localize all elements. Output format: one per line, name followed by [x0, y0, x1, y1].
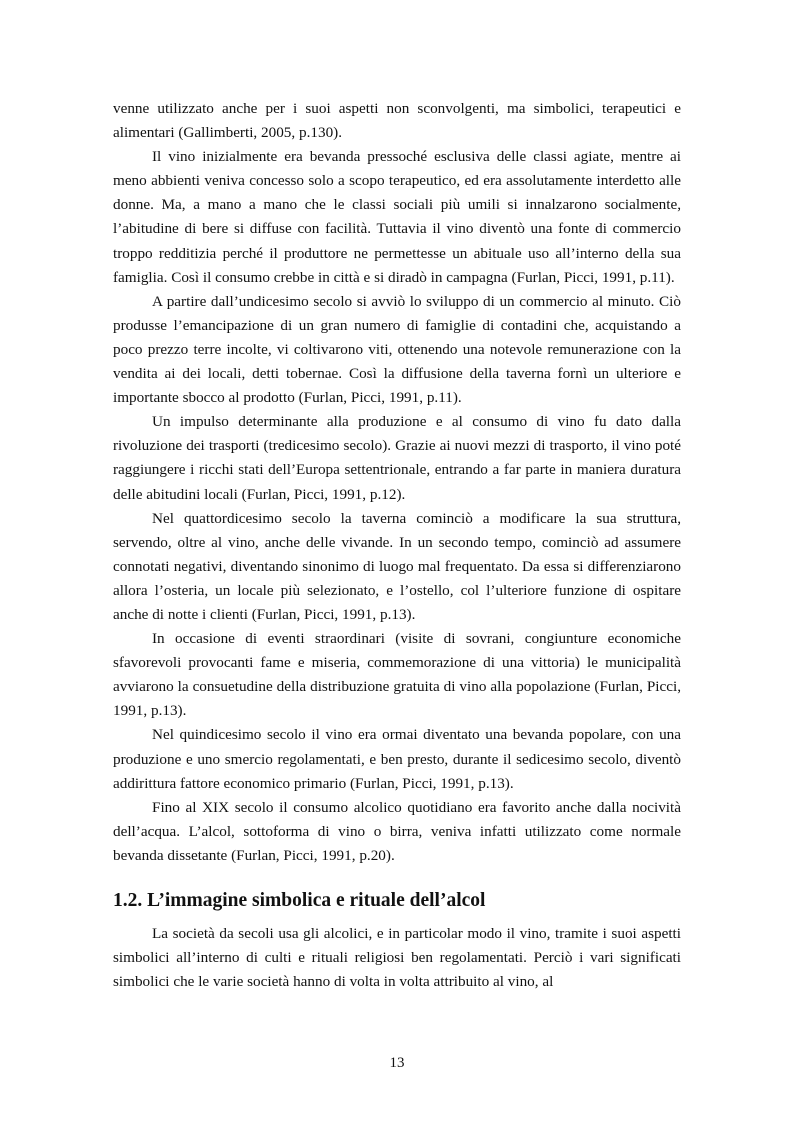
paragraph: Nel quattordicesimo secolo la taverna cominciò a modificare la sua struttura, servendo, oltre al vino, anche delle vivande. In un secondo tempo, cominciò ad assumere connotati negativi, diventando sinonimo di luogo mal frequentato. Da essa si differenziarono allora l’osteria, un locale più selezionato, e l’ostello, col l’ulteriore funzione di ospitare anche di notte i clienti (Furlan, Picci, 1991, p.13).: [113, 509, 681, 623]
paragraph: In occasione di eventi straordinari (visite di sovrani, congiunture economiche sfavorevoli provocanti fame e miseria, commemorazione di una vittoria) le municipalità avviarono la consuetudine della distribuzione gratuita di vino alla popolazione (Furlan, Picci, 1991, p.13).: [113, 630, 681, 720]
paragraph: Un impulso determinante alla produzione e al consumo di vino fu dato dalla rivoluzione dei trasporti (tredicesimo secolo). Grazie ai nuovi mezzi di trasporto, il vino poté raggiungere i ricchi stati dell’Europa settentrionale, entrando a far parte in maniera duratura delle abitudini locali (Furlan, Picci, 1991, p.12).: [113, 413, 681, 503]
paragraph: A partire dall’undicesimo secolo si avviò lo sviluppo di un commercio al minuto. Ciò produsse l’emancipazione di un gran numero di famiglie di contadini che, acquistando a poco prezzo terre incolte, vi coltivarono viti, ottenendo una notevole remunerazione con la vendita ai dei locali, detti tobernae. Così la diffusione della taverna fornì un ulteriore e importante sbocco al prodotto (Furlan, Picci, 1991, p.11).: [113, 292, 681, 407]
page-body: [113, 97, 681, 994]
page-number: 13: [389, 1055, 405, 1071]
section-heading: 1.2. L’immagine simbolica e rituale dell’alcol: [113, 890, 486, 911]
paragraph: Fino al XIX secolo il consumo alcolico quotidiano era favorito anche dalla nocività dell’acqua. L’alcol, sottoforma di vino o birra, veniva infatti utilizzato come normale bevanda dissetante (Furlan, Picci, 1991, p.20).: [113, 798, 681, 864]
paragraph: venne utilizzato anche per i suoi aspetti non sconvolgenti, ma simbolici, terapeutici e alimentari (Gallimberti, 2005, p.130).: [113, 100, 681, 142]
paragraph: Il vino inizialmente era bevanda pressoché esclusiva delle classi agiate, mentre ai meno abbienti veniva concesso solo a scopo terapeutico, ed era assolutamente interdetto alle donne. Ma, a mano a mano che le classi sociali più umili si innalzarono socialmente, l’abitudine di bere si diffuse con facilità. Tuttavia il vino diventò una fonte di commercio troppo redditizia perché il produttore ne permettesse un abituale uso all’interno della sua famiglia. Così il consumo crebbe in città e si diradò in campagna (Furlan, Picci, 1991, p.11).: [113, 148, 681, 286]
paragraph: Nel quindicesimo secolo il vino era ormai diventato una bevanda popolare, con una produzione e uno smercio regolamentati, e ben presto, durante il sedicesimo secolo, diventò addirittura fattore economico primario (Furlan, Picci, 1991, p.13).: [113, 726, 681, 792]
paragraph: La società da secoli usa gli alcolici, e in particolar modo il vino, tramite i suoi aspetti simbolici all’interno di culti e rituali religiosi ben regolamentati. Perciò i vari significati simbolici che le varie società hanno di volta in volta attribuito al vino, al: [113, 925, 681, 991]
